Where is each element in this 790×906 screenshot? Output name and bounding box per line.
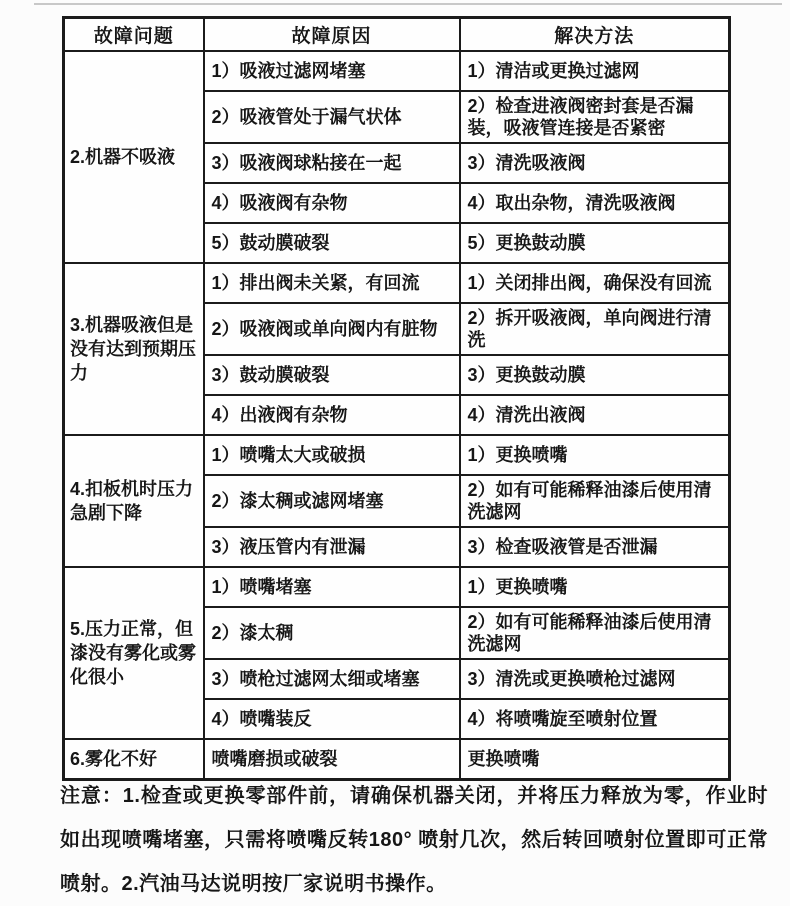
solution-cell: 5）更换鼓动膜: [460, 223, 730, 263]
solution-cell: 3）检查吸液管是否泄漏: [460, 527, 730, 567]
cause-cell: 1）喷嘴堵塞: [204, 567, 460, 607]
cause-cell: 2）吸液管处于漏气状体: [204, 91, 460, 143]
problem-cell: 5.压力正常，但漆没有雾化或雾化很小: [64, 567, 204, 739]
table-row: [64, 739, 730, 779]
table-row: [64, 51, 730, 91]
table-row: [64, 263, 730, 303]
problem-cell: 6.雾化不好: [64, 739, 204, 779]
problem-cell: 4.扣板机时压力急剧下降: [64, 435, 204, 567]
solution-cell: 4）清洗出液阀: [460, 395, 730, 435]
solution-cell: 3）更换鼓动膜: [460, 355, 730, 395]
solution-cell: 3）清洗或更换喷枪过滤网: [460, 659, 730, 699]
solution-cell: 更换喷嘴: [460, 739, 730, 779]
cause-cell: 4）喷嘴装反: [204, 699, 460, 739]
top-partial-line: [34, 3, 782, 5]
cause-cell: 2）漆太稠: [204, 607, 460, 659]
cause-cell: 1）排出阀未关紧，有回流: [204, 263, 460, 303]
cause-cell: 4）吸液阀有杂物: [204, 183, 460, 223]
solution-cell: 1）关闭排出阀，确保没有回流: [460, 263, 730, 303]
fault-table: [62, 16, 731, 781]
solution-cell: 3）清洗吸液阀: [460, 143, 730, 183]
table-row: [64, 435, 730, 475]
fault-table-body: [64, 51, 730, 779]
problem-cell: 3.机器吸液但是没有达到预期压力: [64, 263, 204, 435]
solution-cell: 4）将喷嘴旋至喷射位置: [460, 699, 730, 739]
header-solution: 解决方法: [460, 18, 730, 52]
solution-cell: 1）更换喷嘴: [460, 567, 730, 607]
cause-cell: 3）吸液阀球粘接在一起: [204, 143, 460, 183]
table-row: [64, 567, 730, 607]
solution-cell: 4）取出杂物，清洗吸液阀: [460, 183, 730, 223]
cause-cell: 4）出液阀有杂物: [204, 395, 460, 435]
header-cause: 故障原因: [204, 18, 460, 52]
header-problem: 故障问题: [64, 18, 204, 52]
solution-cell: 2）拆开吸液阀，单向阀进行清洗: [460, 303, 730, 355]
solution-cell: 1）更换喷嘴: [460, 435, 730, 475]
solution-cell: 1）清洁或更换过滤网: [460, 51, 730, 91]
cause-cell: 1）喷嘴太大或破损: [204, 435, 460, 475]
fault-table-header: [64, 18, 730, 52]
note-text: 注意：1.检查或更换零部件前，请确保机器关闭，并将压力释放为零，作业时如出现喷嘴堵塞，只需将喷嘴反转180° 喷射几次，然后转回喷射位置即可正常喷射。2.汽油马达说明按厂家说明书操作。: [60, 785, 768, 895]
cause-cell: 3）液压管内有泄漏: [204, 527, 460, 567]
cause-cell: 2）吸液阀或单向阀内有脏物: [204, 303, 460, 355]
cause-cell: 3）喷枪过滤网太细或堵塞: [204, 659, 460, 699]
cause-cell: 3）鼓动膜破裂: [204, 355, 460, 395]
header-row: [64, 18, 730, 52]
solution-cell: 2）如有可能稀释油漆后使用清洗滤网: [460, 475, 730, 527]
solution-cell: 2）如有可能稀释油漆后使用清洗滤网: [460, 607, 730, 659]
problem-cell: 2.机器不吸液: [64, 51, 204, 263]
cause-cell: 2）漆太稠或滤网堵塞: [204, 475, 460, 527]
cause-cell: 1）吸液过滤网堵塞: [204, 51, 460, 91]
solution-cell: 2）检查进液阀密封套是否漏装，吸液管连接是否紧密: [460, 91, 730, 143]
cause-cell: 5）鼓动膜破裂: [204, 223, 460, 263]
cause-cell: 喷嘴磨损或破裂: [204, 739, 460, 779]
